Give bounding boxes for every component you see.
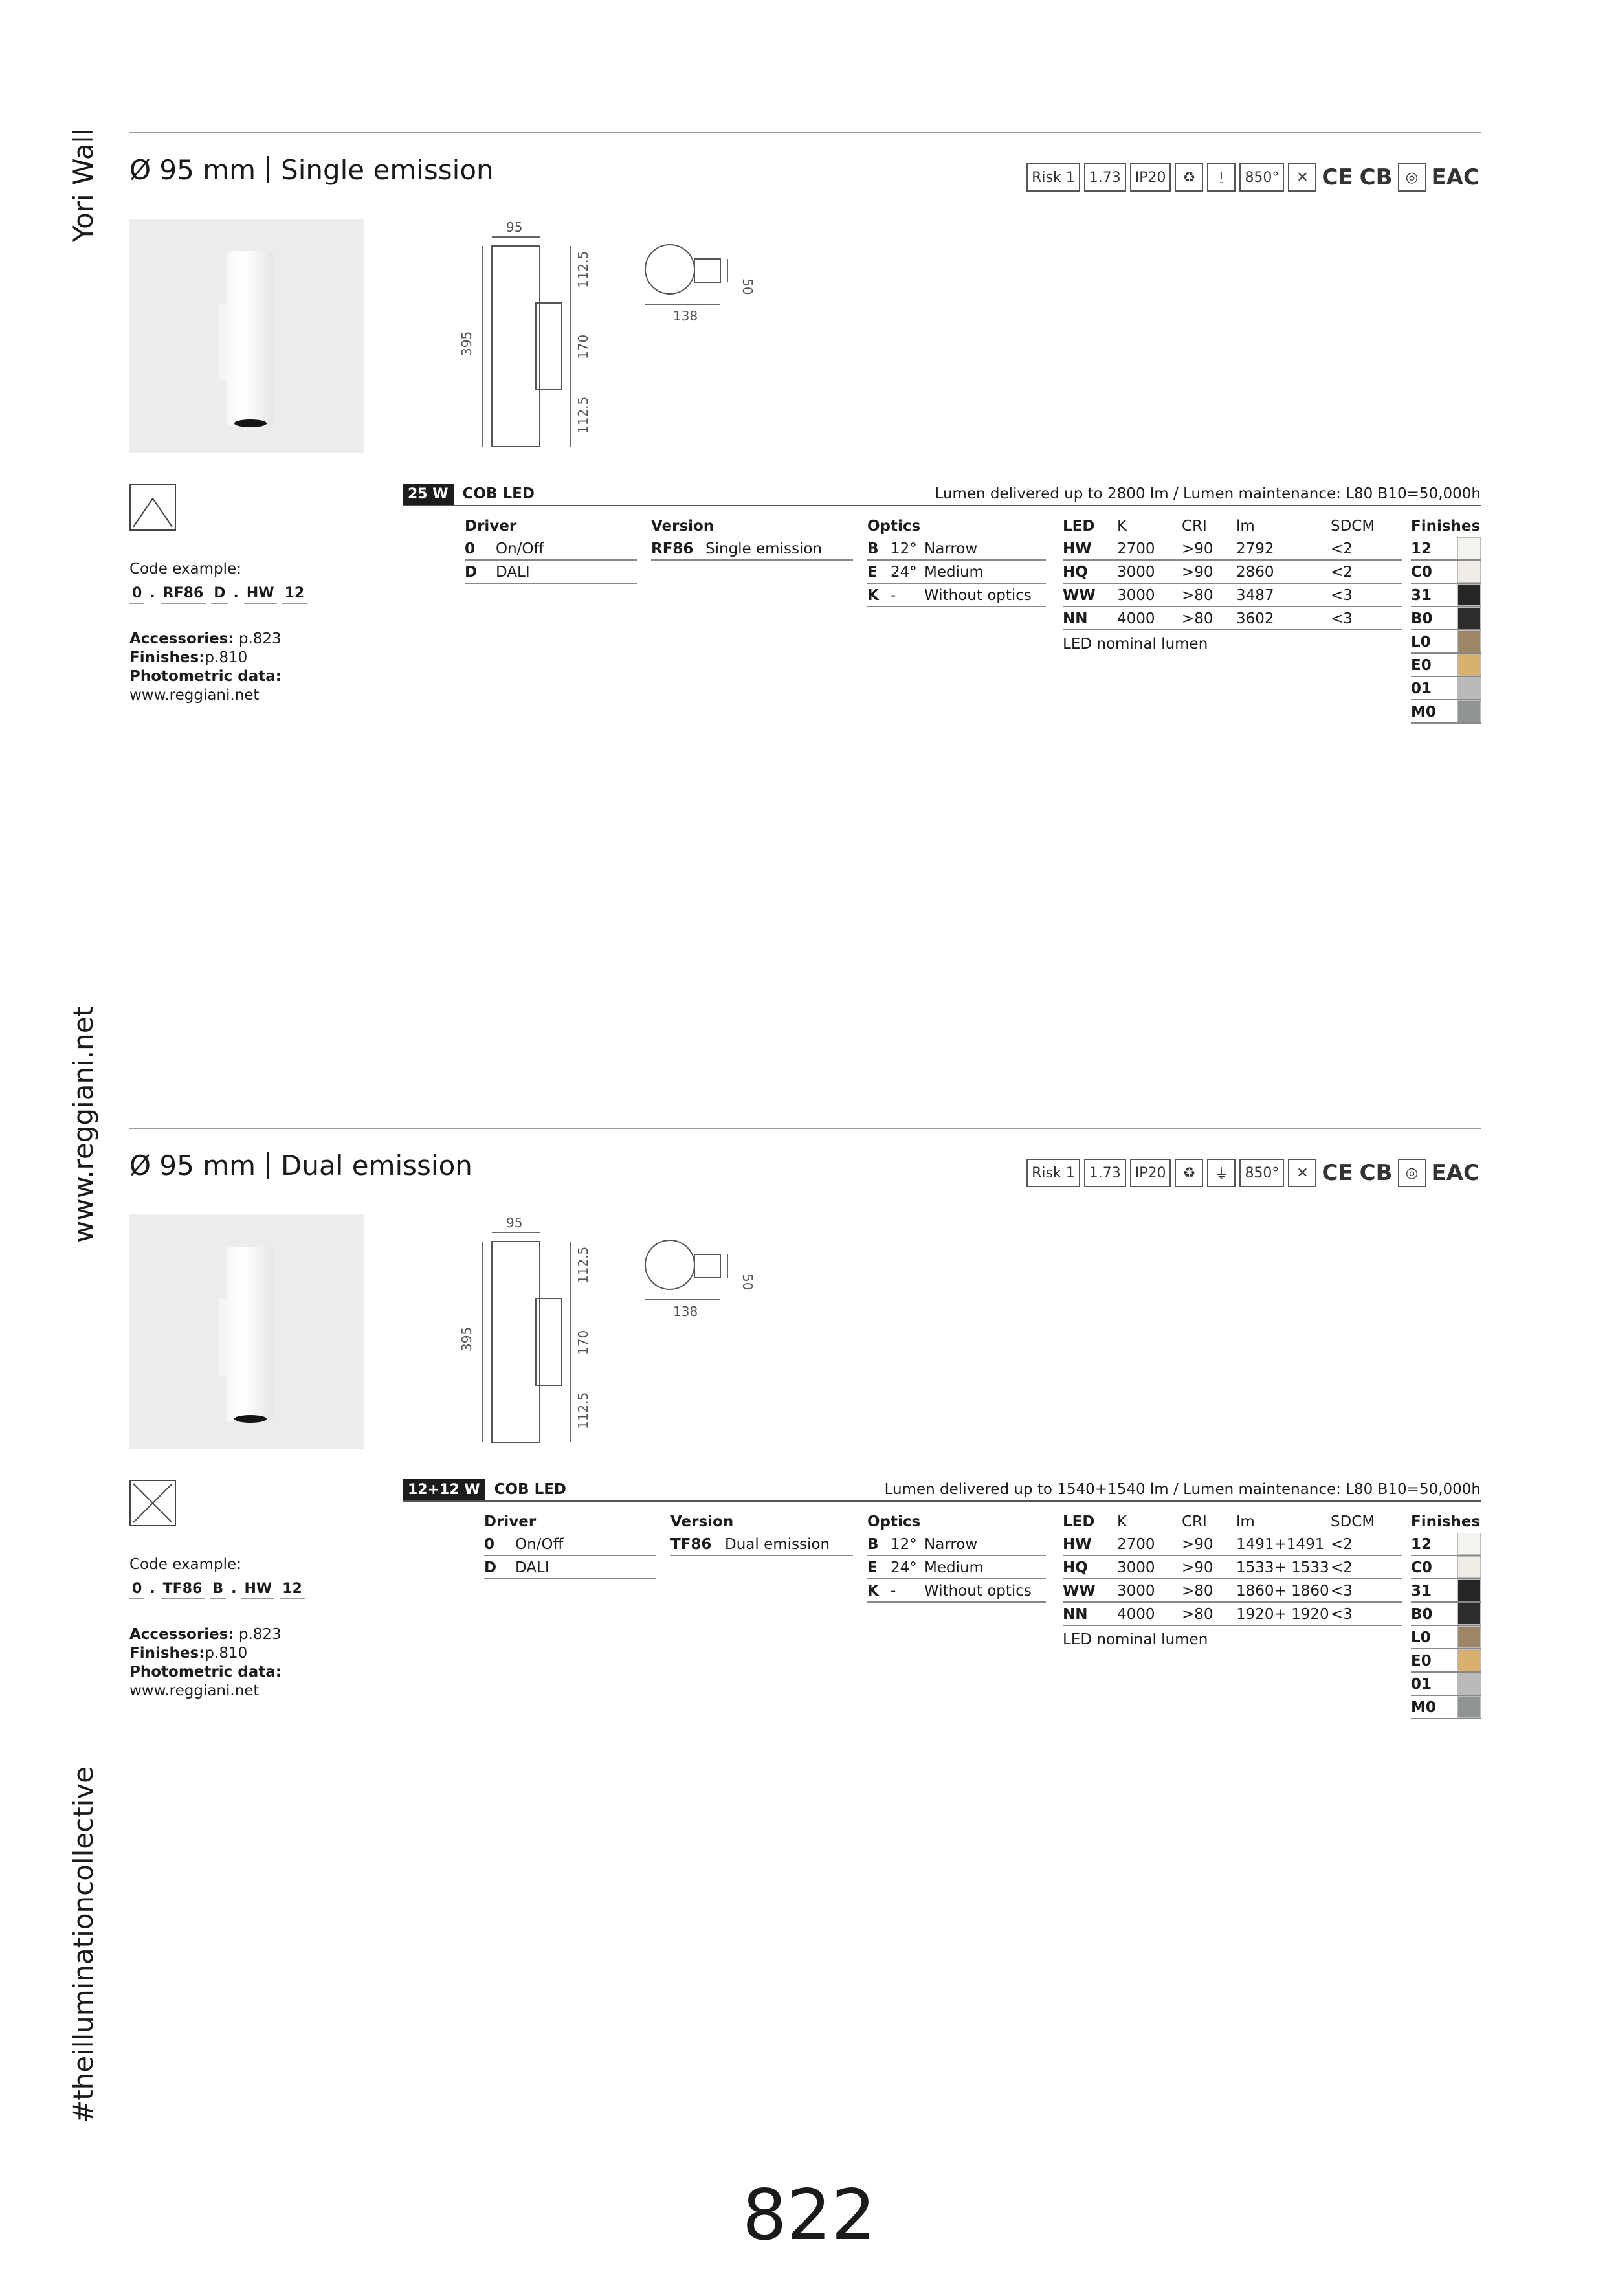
product-section-single [0,0,1618,906]
dim-mount: 50 [740,1274,755,1291]
finish-row: L0 [1411,1626,1481,1649]
dim-mount: 50 [740,278,755,295]
finish-swatch [1457,1673,1481,1695]
sidebar-product-name: Yori Wall [67,128,99,242]
page-number: 822 [742,2175,876,2256]
driver-column: Driver 0 On/Off D DALI [484,1511,656,1579]
finish-swatch [1457,654,1481,676]
temperature-icon: 850° [1239,1159,1284,1187]
finish-swatch [1457,607,1481,629]
finish-row: 31 [1411,584,1481,607]
emission-symbol [129,484,176,531]
risk-icon: Risk 1 [1026,163,1080,192]
title-size: Ø 95 mm [129,154,256,186]
table-row: WW 3000 >80 3487 <3 [1063,584,1402,607]
finish-swatch [1457,1649,1481,1671]
technical-drawing [453,214,790,462]
certification-icons [1026,163,1481,192]
table-row: HW 2700 >90 1491+1491 <2 [1063,1533,1402,1556]
version-column: Version TF86 Dual emission [670,1511,853,1556]
emission-dual-icon [131,1481,175,1525]
table-row: E 24° Medium [867,561,1046,584]
spec-table [403,483,1481,720]
finish-row: C0 [1411,1556,1481,1579]
table-row: 0 On/Off [484,1533,656,1556]
dim-width: 95 [506,1215,523,1231]
finish-row: M0 [1411,1696,1481,1719]
finish-swatch [1457,630,1481,652]
website-link[interactable]: www.reggiani.net [129,1682,260,1699]
dim-seg-bottom: 112.5 [575,396,591,434]
code-info: Code example: 0 . TF86 B . HW 12 Accessories: p.823 Finishes:p.810 Photometric data: www.reggiani.net [129,1556,305,1700]
table-row: B 12° Narrow [867,537,1046,561]
optics-column: Optics B 12° Narrow E 24° Medium K - Without optics [867,515,1046,607]
table-row: NN 4000 >80 3602 <3 [1063,607,1402,630]
title-size: Ø 95 mm [129,1150,256,1181]
risk-icon: Risk 1 [1026,1159,1080,1187]
ip-rating-icon: IP20 [1130,163,1171,192]
power-badge: 25 W [403,484,454,505]
ce-mark-icon: CE [1322,164,1353,190]
finish-row: 01 [1411,677,1481,700]
finish-swatch [1457,1533,1481,1555]
finish-swatch [1457,561,1481,583]
enec-icon: ◎ [1398,163,1426,192]
dim-height: 395 [459,331,474,356]
finish-row: E0 [1411,654,1481,677]
finish-swatch [1457,1603,1481,1625]
ground-icon: ⏚ [1207,163,1236,192]
dim-projection: 138 [673,308,698,324]
table-row: TF86 Dual emission [670,1533,853,1556]
table-row: WW 3000 >80 1860+ 1860 <3 [1063,1579,1402,1603]
led-type: COB LED [494,1481,567,1498]
title-separator [267,156,269,183]
led-type: COB LED [462,485,535,502]
finish-swatch [1457,1579,1481,1601]
ip-rating-icon: IP20 [1130,1159,1171,1187]
certification-icons [1026,1159,1481,1187]
spec-table [403,1478,1481,1716]
eac-mark-icon: EAC [1431,1160,1479,1186]
finish-row: 12 [1411,537,1481,561]
power-badge: 12+12 W [403,1479,485,1500]
finish-row: 12 [1411,1533,1481,1556]
finish-swatch [1457,584,1481,606]
finish-swatch [1457,537,1481,559]
version-column: Version RF86 Single emission [651,515,853,561]
section-title [129,154,494,186]
title-type: Single emission [281,154,494,186]
table-row: NN 4000 >80 1920+ 1920 <3 [1063,1603,1402,1626]
finish-row: 31 [1411,1579,1481,1603]
ground-icon: ⏚ [1207,1159,1236,1187]
table-row: RF86 Single emission [651,537,853,561]
section-title [129,1150,472,1181]
table-row: E 24° Medium [867,1556,1046,1579]
code-info: Code example: 0 . RF86 D . HW 12 Accessories: p.823 Finishes:p.810 Photometric data: www.reggiani.net [129,561,307,705]
finish-row: L0 [1411,630,1481,654]
finish-swatch [1457,1696,1481,1718]
finish-swatch [1457,700,1481,722]
dim-seg-mid: 170 [575,1330,591,1355]
ce-mark-icon: CE [1322,1160,1353,1186]
led-column: LED K CRI lm SDCM HW 2700 >90 1491+1491 <2 HQ 3000 >90 1533+ 1533 <2 WW 3000 >80 1860+ 1860 <3 NN 4000 >80 1920+ 1920 <3 LED nominal lumen [1063,1511,1402,1648]
table-row: HQ 3000 >90 1533+ 1533 <2 [1063,1556,1402,1579]
dim-seg-mid: 170 [575,334,591,359]
table-row: HW 2700 >90 2792 <2 [1063,537,1402,561]
emission-symbol [129,1480,176,1526]
table-row: K - Without optics [867,1579,1046,1603]
temperature-icon: 850° [1239,163,1284,192]
weight-icon: 1.73 [1084,163,1126,192]
table-row: K - Without optics [867,584,1046,607]
dim-width: 95 [506,219,523,235]
weight-icon: 1.73 [1084,1159,1126,1187]
dim-seg-top: 112.5 [575,251,591,288]
enec-icon: ◎ [1398,1159,1426,1187]
lumen-info: Lumen delivered up to 1540+1540 lm / Lumen maintenance: L80 B10=50,000h [884,1481,1481,1498]
led-note: LED nominal lumen [1063,1631,1208,1648]
recycle-icon: ♻ [1175,1159,1203,1187]
finish-row: B0 [1411,1603,1481,1626]
table-row: D DALI [465,561,637,584]
finish-row: M0 [1411,700,1481,724]
section-divider [129,132,1481,133]
section-divider [129,1128,1481,1129]
table-row: 0 On/Off [465,537,637,561]
optics-column: Optics B 12° Narrow E 24° Medium K - Without optics [867,1511,1046,1603]
cb-mark-icon: CB [1359,164,1393,190]
title-type: Dual emission [281,1150,472,1181]
table-row: HQ 3000 >90 2860 <2 [1063,561,1402,584]
sidebar-website: www.reggiani.net [67,1005,99,1243]
lumen-info: Lumen delivered up to 2800 lm / Lumen maintenance: L80 B10=50,000h [935,485,1481,502]
no-dim-icon: ✕ [1288,1159,1316,1187]
product-section-dual [0,996,1618,1902]
emission-single-icon [131,485,175,529]
dim-seg-bottom: 112.5 [575,1392,591,1429]
table-row: B 12° Narrow [867,1533,1046,1556]
sidebar-hashtag: #theilluminationcollective [67,1766,99,2123]
code-example: 0 . TF86 B . HW 12 [129,1579,305,1599]
led-column: LED K CRI lm SDCM HW 2700 >90 2792 <2 HQ 3000 >90 2860 <2 WW 3000 >80 3487 <3 NN 4000 >80 3602 <3 LED nominal lumen [1063,515,1402,652]
code-label: Code example: [129,1556,241,1573]
finish-row: C0 [1411,561,1481,584]
code-example: 0 . RF86 D . HW 12 [129,584,307,604]
finishes-column: Finishes 12 C0 31 B0 L0 E0 01 M0 [1411,1511,1481,1719]
no-dim-icon: ✕ [1288,163,1316,192]
code-label: Code example: [129,561,241,577]
eac-mark-icon: EAC [1431,164,1479,190]
finish-row: E0 [1411,1649,1481,1673]
technical-drawing [453,1209,790,1458]
finish-swatch [1457,1556,1481,1578]
dim-seg-top: 112.5 [575,1246,591,1284]
cb-mark-icon: CB [1359,1160,1393,1186]
finish-swatch [1457,677,1481,699]
finish-row: B0 [1411,607,1481,630]
dim-projection: 138 [673,1304,698,1319]
table-row: D DALI [484,1556,656,1579]
product-photo [129,219,364,453]
recycle-icon: ♻ [1175,163,1203,192]
dim-height: 395 [459,1326,474,1352]
title-separator [267,1152,269,1179]
driver-column: Driver 0 On/Off D DALI [465,515,637,584]
website-link[interactable]: www.reggiani.net [129,687,260,704]
led-note: LED nominal lumen [1063,636,1208,652]
finish-swatch [1457,1626,1481,1648]
product-photo [129,1214,364,1449]
finish-row: 01 [1411,1673,1481,1696]
finishes-column: Finishes 12 C0 31 B0 L0 E0 01 M0 [1411,515,1481,724]
